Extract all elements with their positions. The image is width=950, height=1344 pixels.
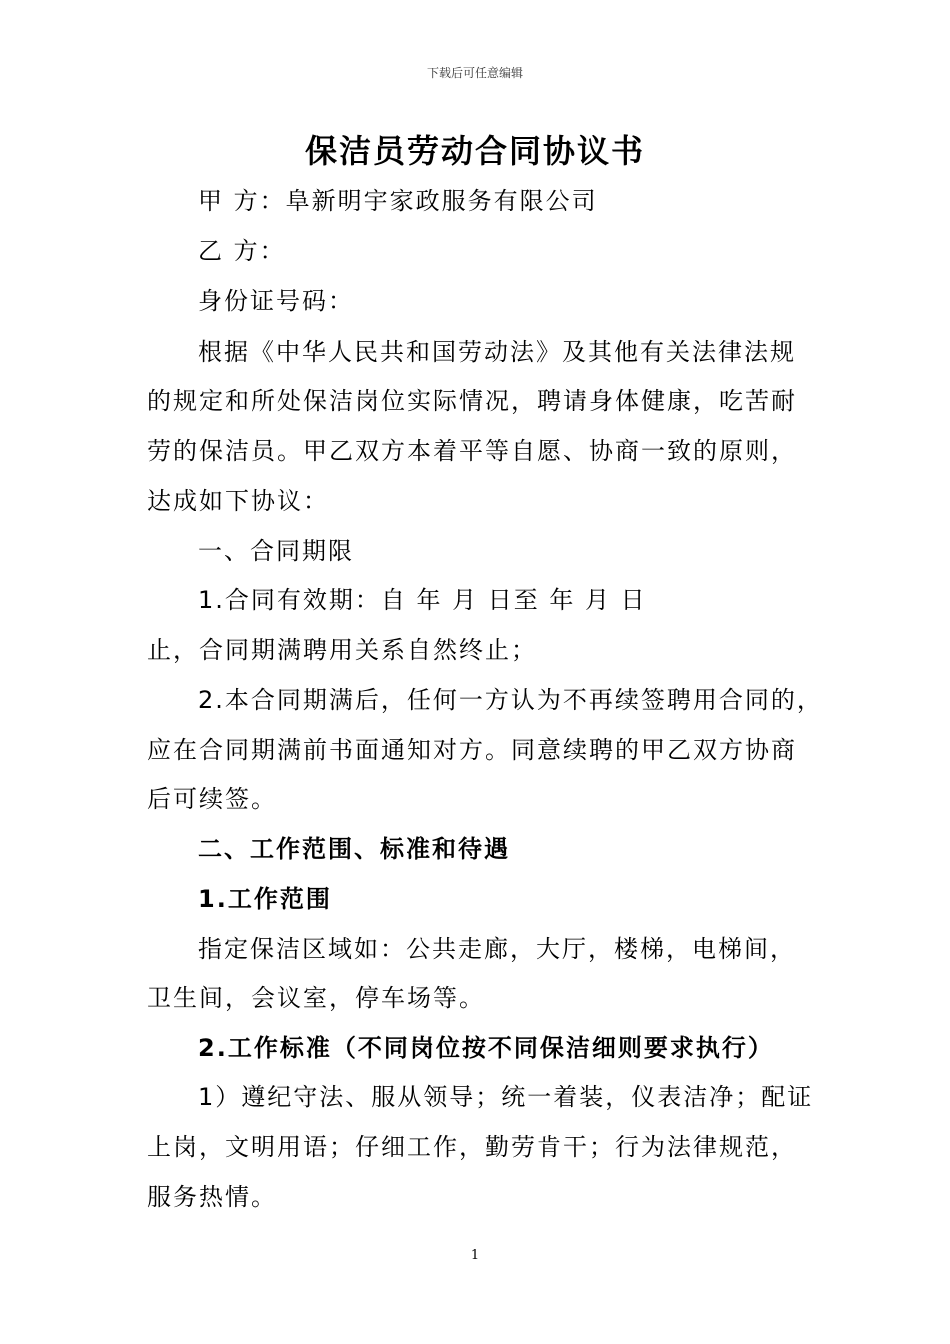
paragraph-line: 上岗，文明用语；仔细工作，勤劳肯干；行为法律规范，	[147, 1133, 797, 1161]
party-a-line: 甲 方：阜新明宇家政服务有限公司	[198, 187, 598, 215]
paragraph-line: 1.合同有效期：自 年 月 日至 年 月 日	[198, 586, 647, 614]
paragraph-line: 根据《中华人民共和国劳动法》及其他有关法律法规	[198, 338, 796, 366]
paragraph-line: 2.本合同期满后，任何一方认为不再续签聘用合同的，	[198, 686, 823, 714]
header-note: 下载后可任意编辑	[426, 66, 523, 80]
paragraph-line: 的规定和所处保洁岗位实际情况，聘请身体健康，吃苦耐	[147, 387, 797, 415]
paragraph-line: 卫生间，会议室，停车场等。	[147, 984, 485, 1012]
paragraph-line: 劳的保洁员。甲乙双方本着平等自愿、协商一致的原则，	[147, 437, 797, 465]
subsection-heading: 2.工作标准（不同岗位按不同保洁细则要求执行）	[198, 1034, 774, 1062]
party-b-line: 乙 方：	[198, 237, 286, 265]
paragraph-line: 1）遵纪守法、服从领导；统一着装，仪表洁净；配证	[198, 1083, 814, 1111]
section-heading: 二、工作范围、标准和待遇	[198, 835, 510, 863]
id-number-line: 身份证号码：	[198, 287, 354, 315]
page-title: 保洁员劳动合同协议书	[304, 132, 645, 170]
paragraph-line: 应在合同期满前书面通知对方。同意续聘的甲乙双方协商	[147, 736, 797, 764]
paragraph-line: 止，合同期满聘用关系自然终止；	[147, 636, 537, 664]
section-heading: 一、合同期限	[198, 537, 354, 565]
paragraph-line: 达成如下协议：	[147, 487, 329, 515]
paragraph-line: 服务热情。	[147, 1183, 277, 1211]
paragraph-line: 后可续签。	[147, 785, 277, 813]
subsection-heading: 1.工作范围	[198, 885, 332, 913]
page-number: 1	[470, 1248, 480, 1263]
paragraph-line: 指定保洁区域如：公共走廊，大厅，楼梯，电梯间，	[198, 935, 796, 963]
